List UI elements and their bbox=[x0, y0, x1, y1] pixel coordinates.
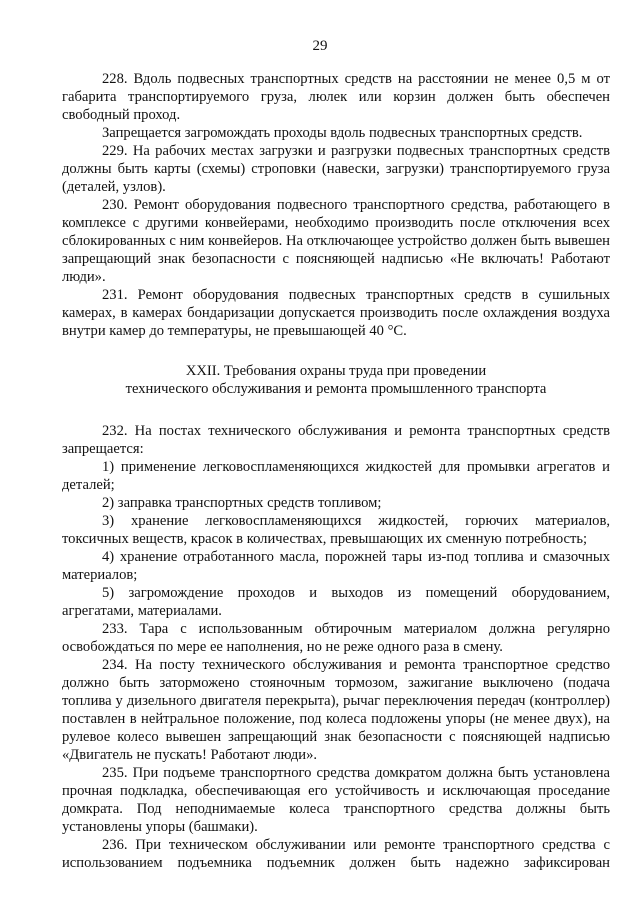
page-number: 29 bbox=[312, 38, 328, 54]
list-item-2: 2) заправка транспортных средств топливом; bbox=[102, 495, 382, 511]
paragraph-231: 231. Ремонт оборудования подвесных транспортных средств в сушильных камерах, в камерах бондаризации допускается производить после охлаждения воздуха внутри камер до температуры, не превышающей 40 °С. bbox=[62, 287, 610, 339]
paragraph-232: 232. На постах технического обслуживания и ремонта транспортных средств запрещается: bbox=[62, 423, 610, 457]
paragraph-234: 234. На посту технического обслуживания и ремонта транспортное средство должно быть заторможено стояночным тормозом, зажигание выключено (подача топлива у дизельного двигателя перекрыта), рычаг переключения передач (контроллер) поставлен в нейтральное положение, под колеса подложены упоры (не менее двух), на рулевое колесо вывешен запрещающий знак безопасности с поясняющей надписью «Двигатель не пускать! Работают люди». bbox=[62, 657, 610, 763]
list-item-5: 5) загромождение проходов и выходов из помещений оборудованием, агрегатами, материалами. bbox=[62, 585, 610, 619]
paragraph-233: 233. Тара с использованным обтирочным материалом должна регулярно освобождаться по мере ее наполнения, но не реже одного раза в смену. bbox=[62, 621, 610, 655]
list-item-4: 4) хранение отработанного масла, порожней тары из-под топлива и смазочных материалов; bbox=[62, 549, 610, 583]
paragraph-228-prohibition: Запрещается загромождать проходы вдоль подвесных транспортных средств. bbox=[102, 125, 583, 141]
list-item-1: 1) применение легковоспламеняющихся жидкостей для промывки агрегатов и деталей; bbox=[62, 459, 610, 493]
section-heading-line-1: XXII. Требования охраны труда при проведении bbox=[185, 363, 487, 379]
paragraph-229: 229. На рабочих местах загрузки и разгрузки подвесных транспортных средств должны быть карты (схемы) строповки (навески, загрузки) транспортируемого груза (деталей, узлов). bbox=[62, 143, 610, 195]
paragraph-230: 230. Ремонт оборудования подвесного транспортного средства, работающего в комплексе с другими конвейерами, необходимо производить после отключения всех сблокированных с ним конвейеров. На отключающее устройство должен быть вывешен запрещающий знак безопасности с поясняющей надписью «Не включать! Работают люди». bbox=[62, 197, 610, 285]
paragraph-228: 228. Вдоль подвесных транспортных средств на расстоянии не менее 0,5 м от габарита транспортируемого груза, люлек или корзин должен быть обеспечен свободный проход. bbox=[62, 71, 610, 123]
section-heading bbox=[62, 362, 610, 398]
paragraph-236: 236. При техническом обслуживании или ремонте транспортного средства с использованием подъемника подъемник должен быть надежно зафиксирован bbox=[62, 837, 610, 871]
paragraph-235: 235. При подъеме транспортного средства домкратом должна быть установлена прочная подкладка, обеспечивающая его устойчивость и исключающая проседание домкрата. Под неподнимаемые колеса транспортного средства должны быть установлены упоры (башмаки). bbox=[62, 765, 610, 835]
list-item-3: 3) хранение легковоспламеняющихся жидкостей, горючих материалов, токсичных веществ, красок в количествах, превышающих их сменную потребность; bbox=[62, 513, 610, 547]
document-body bbox=[62, 70, 610, 872]
section-heading-line-2: технического обслуживания и ремонта промышленного транспорта bbox=[125, 381, 547, 397]
